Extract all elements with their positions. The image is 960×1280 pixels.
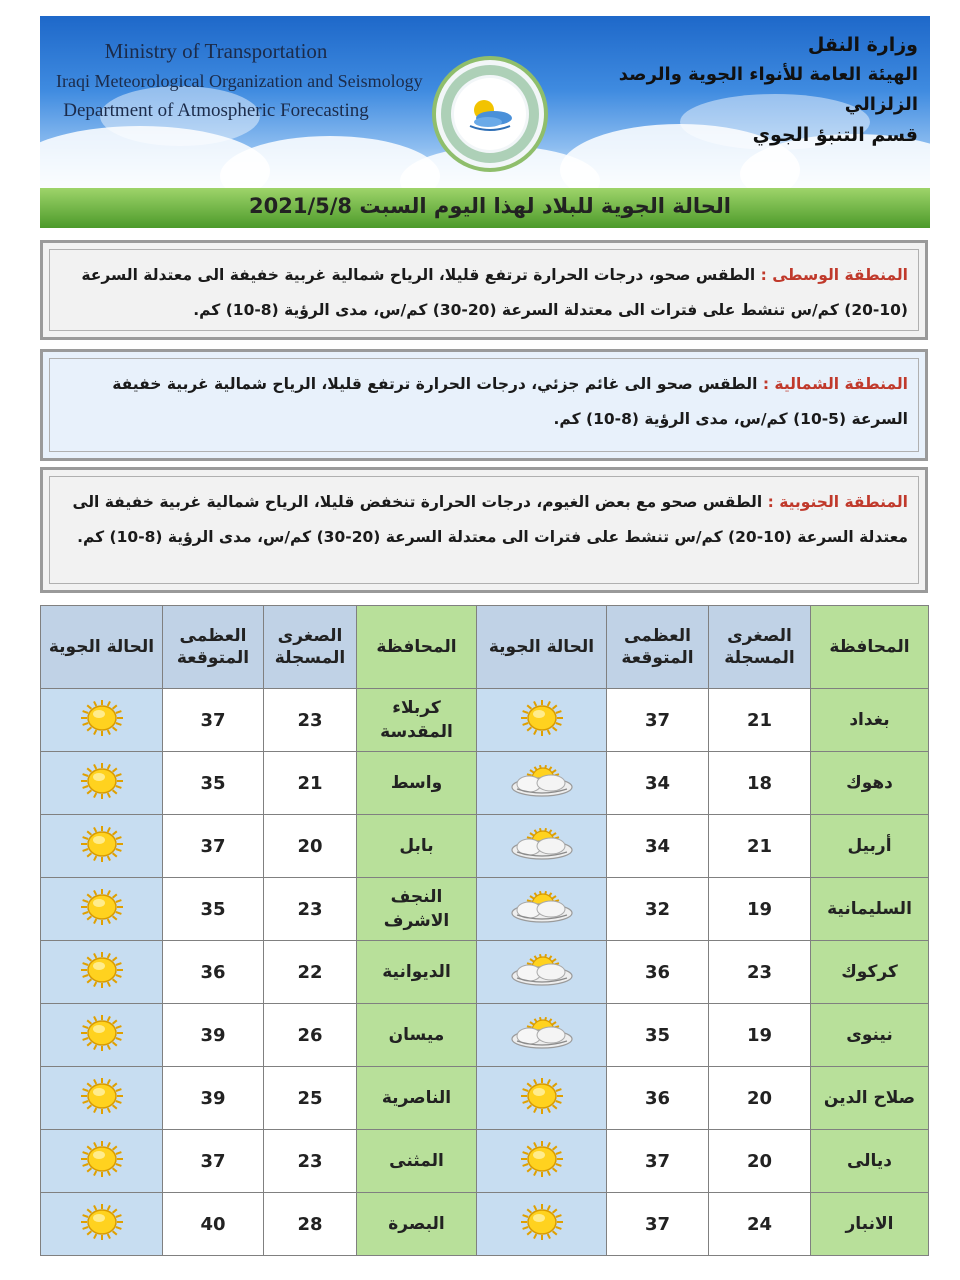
table-row <box>41 1130 929 1193</box>
min-temp-cell: 23 <box>709 941 811 1004</box>
organization-name-arabic <box>588 30 918 150</box>
governorate-cell: الديوانية <box>357 941 477 1004</box>
organization-name-ar: الهيئة العامة للأنواء الجوية والرصد الزلزالي <box>618 64 918 115</box>
max-temp-cell: 37 <box>607 689 709 752</box>
min-temp-cell: 20 <box>264 815 357 878</box>
max-temp-cell: 37 <box>163 1130 264 1193</box>
governorate-cell: بغداد <box>811 689 929 752</box>
region-central-text <box>60 258 908 328</box>
weather-cell <box>41 1067 163 1130</box>
governorate-cell: نينوى <box>811 1004 929 1067</box>
region-south-label: المنطقة الجنوبية : <box>767 493 908 511</box>
max-temp-cell: 34 <box>607 752 709 815</box>
weather-cell <box>41 815 163 878</box>
min-temp-cell: 26 <box>264 1004 357 1067</box>
sun-icon <box>512 698 572 743</box>
header-weather: الحالة الجوية <box>41 606 163 689</box>
partly-cloudy-icon <box>507 887 577 932</box>
partly-cloudy-icon <box>507 824 577 869</box>
organization-name-english <box>56 36 423 126</box>
sun-icon <box>72 950 132 995</box>
sun-icon <box>72 1202 132 1247</box>
region-north-box <box>40 349 928 461</box>
weather-cell <box>477 941 607 1004</box>
meteorological-organization-seal-icon <box>432 56 548 172</box>
ministry-name-ar: وزارة النقل <box>807 34 918 56</box>
max-temp-cell: 39 <box>163 1004 264 1067</box>
weather-cell <box>477 1130 607 1193</box>
header-min-recorded: الصغرى المسجلة <box>709 606 811 689</box>
title-bar <box>40 188 930 228</box>
max-temp-cell: 37 <box>163 815 264 878</box>
weather-cell <box>41 1004 163 1067</box>
weather-cell <box>41 1130 163 1193</box>
sun-icon <box>512 1076 572 1121</box>
header-min-recorded: الصغرى المسجلة <box>264 606 357 689</box>
max-temp-cell: 36 <box>163 941 264 1004</box>
header-max-expected: العظمى المتوقعة <box>607 606 709 689</box>
governorate-weather-table <box>40 605 929 1256</box>
governorate-cell: النجف الاشرف <box>357 878 477 941</box>
sun-icon <box>512 1139 572 1184</box>
min-temp-cell: 19 <box>709 1004 811 1067</box>
weather-cell <box>41 752 163 815</box>
table-row <box>41 878 929 941</box>
governorate-cell: بابل <box>357 815 477 878</box>
header-max-expected: العظمى المتوقعة <box>163 606 264 689</box>
header-governorate: المحافظة <box>811 606 929 689</box>
sun-icon <box>72 824 132 869</box>
min-temp-cell: 23 <box>264 689 357 752</box>
governorate-cell: ميسان <box>357 1004 477 1067</box>
ministry-name-en: Ministry of Transportation <box>104 39 328 63</box>
table-row <box>41 941 929 1004</box>
partly-cloudy-icon <box>507 761 577 806</box>
header-governorate: المحافظة <box>357 606 477 689</box>
table-row <box>41 1004 929 1067</box>
max-temp-cell: 35 <box>163 878 264 941</box>
min-temp-cell: 20 <box>709 1130 811 1193</box>
sun-icon <box>72 1076 132 1121</box>
weather-cell <box>477 1193 607 1256</box>
organization-name-en: Iraqi Meteorological Organization and Seismology <box>56 71 423 91</box>
max-temp-cell: 39 <box>163 1067 264 1130</box>
min-temp-cell: 28 <box>264 1193 357 1256</box>
min-temp-cell: 18 <box>709 752 811 815</box>
sun-icon <box>72 887 132 932</box>
region-north-label: المنطقة الشمالية : <box>762 375 908 393</box>
max-temp-cell: 36 <box>607 1067 709 1130</box>
governorate-cell: دهوك <box>811 752 929 815</box>
region-north-text <box>60 367 908 437</box>
max-temp-cell: 32 <box>607 878 709 941</box>
max-temp-cell: 36 <box>607 941 709 1004</box>
sun-icon <box>72 698 132 743</box>
sun-icon <box>72 1013 132 1058</box>
table-header-row <box>41 606 929 689</box>
min-temp-cell: 23 <box>264 1130 357 1193</box>
sun-icon <box>72 761 132 806</box>
table-row <box>41 1067 929 1130</box>
governorate-cell: الناصرية <box>357 1067 477 1130</box>
max-temp-cell: 35 <box>163 752 264 815</box>
region-central-box <box>40 240 928 340</box>
governorate-cell: أربيل <box>811 815 929 878</box>
sun-icon <box>512 1202 572 1247</box>
header-weather: الحالة الجوية <box>477 606 607 689</box>
sun-icon <box>72 1139 132 1184</box>
weather-cell <box>477 689 607 752</box>
weather-cell <box>477 752 607 815</box>
governorate-cell: المثنى <box>357 1130 477 1193</box>
min-temp-cell: 21 <box>264 752 357 815</box>
governorate-cell: واسط <box>357 752 477 815</box>
governorate-cell: البصرة <box>357 1193 477 1256</box>
max-temp-cell: 37 <box>163 689 264 752</box>
min-temp-cell: 22 <box>264 941 357 1004</box>
region-central-forecast: الطقس صحو، درجات الحرارة ترتفع قليلا، الرياح شمالية غربية خفيفة الى معتدلة السرعة (10-20) كم/س تنشط على فترات الى معتدلة السرعة (20-30) كم/س، مدى الرؤية (8-10) كم. <box>81 266 908 319</box>
governorate-cell: كركوك <box>811 941 929 1004</box>
weather-cell <box>477 878 607 941</box>
region-south-forecast: الطقس صحو مع بعض الغيوم، درجات الحرارة تنخفض قليلا، الرياح شمالية غربية خفيفة الى معتدلة السرعة (10-20) كم/س تنشط على فترات الى معتدلة السرعة (20-30) كم/س، مدى الرؤية (8-10) كم. <box>72 493 908 546</box>
weather-cell <box>41 1193 163 1256</box>
weather-cell <box>477 1004 607 1067</box>
governorate-cell: السليمانية <box>811 878 929 941</box>
min-temp-cell: 25 <box>264 1067 357 1130</box>
table-body <box>41 689 929 1256</box>
page-title: الحالة الجوية للبلاد لهذا اليوم السبت 2021/5/8 <box>249 194 731 218</box>
governorate-cell: ديالى <box>811 1130 929 1193</box>
region-south-box <box>40 467 928 593</box>
max-temp-cell: 35 <box>607 1004 709 1067</box>
partly-cloudy-icon <box>507 950 577 995</box>
max-temp-cell: 40 <box>163 1193 264 1256</box>
governorate-cell: الانبار <box>811 1193 929 1256</box>
min-temp-cell: 21 <box>709 815 811 878</box>
weather-cell <box>477 1067 607 1130</box>
max-temp-cell: 34 <box>607 815 709 878</box>
department-name-en: Department of Atmospheric Forecasting <box>63 100 369 121</box>
governorate-cell: صلاح الدين <box>811 1067 929 1130</box>
weather-cell <box>41 689 163 752</box>
region-north-forecast: الطقس صحو الى غائم جزئي، درجات الحرارة ترتفع قليلا، الرياح شمالية غربية خفيفة السرعة (5-10) كم/س، مدى الرؤية (8-10) كم. <box>112 375 908 428</box>
table-row <box>41 752 929 815</box>
min-temp-cell: 20 <box>709 1067 811 1130</box>
weather-cell <box>477 815 607 878</box>
table-row <box>41 815 929 878</box>
max-temp-cell: 37 <box>607 1130 709 1193</box>
header-banner <box>40 16 930 228</box>
department-name-ar: قسم التنبؤ الجوي <box>752 124 918 146</box>
region-south-text <box>60 485 908 555</box>
governorate-cell: كربلاء المقدسة <box>357 689 477 752</box>
weather-cell <box>41 878 163 941</box>
min-temp-cell: 23 <box>264 878 357 941</box>
min-temp-cell: 19 <box>709 878 811 941</box>
weather-cell <box>41 941 163 1004</box>
max-temp-cell: 37 <box>607 1193 709 1256</box>
partly-cloudy-icon <box>507 1013 577 1058</box>
table-row <box>41 689 929 752</box>
table-row <box>41 1193 929 1256</box>
min-temp-cell: 24 <box>709 1193 811 1256</box>
region-central-label: المنطقة الوسطى : <box>760 266 908 284</box>
min-temp-cell: 21 <box>709 689 811 752</box>
